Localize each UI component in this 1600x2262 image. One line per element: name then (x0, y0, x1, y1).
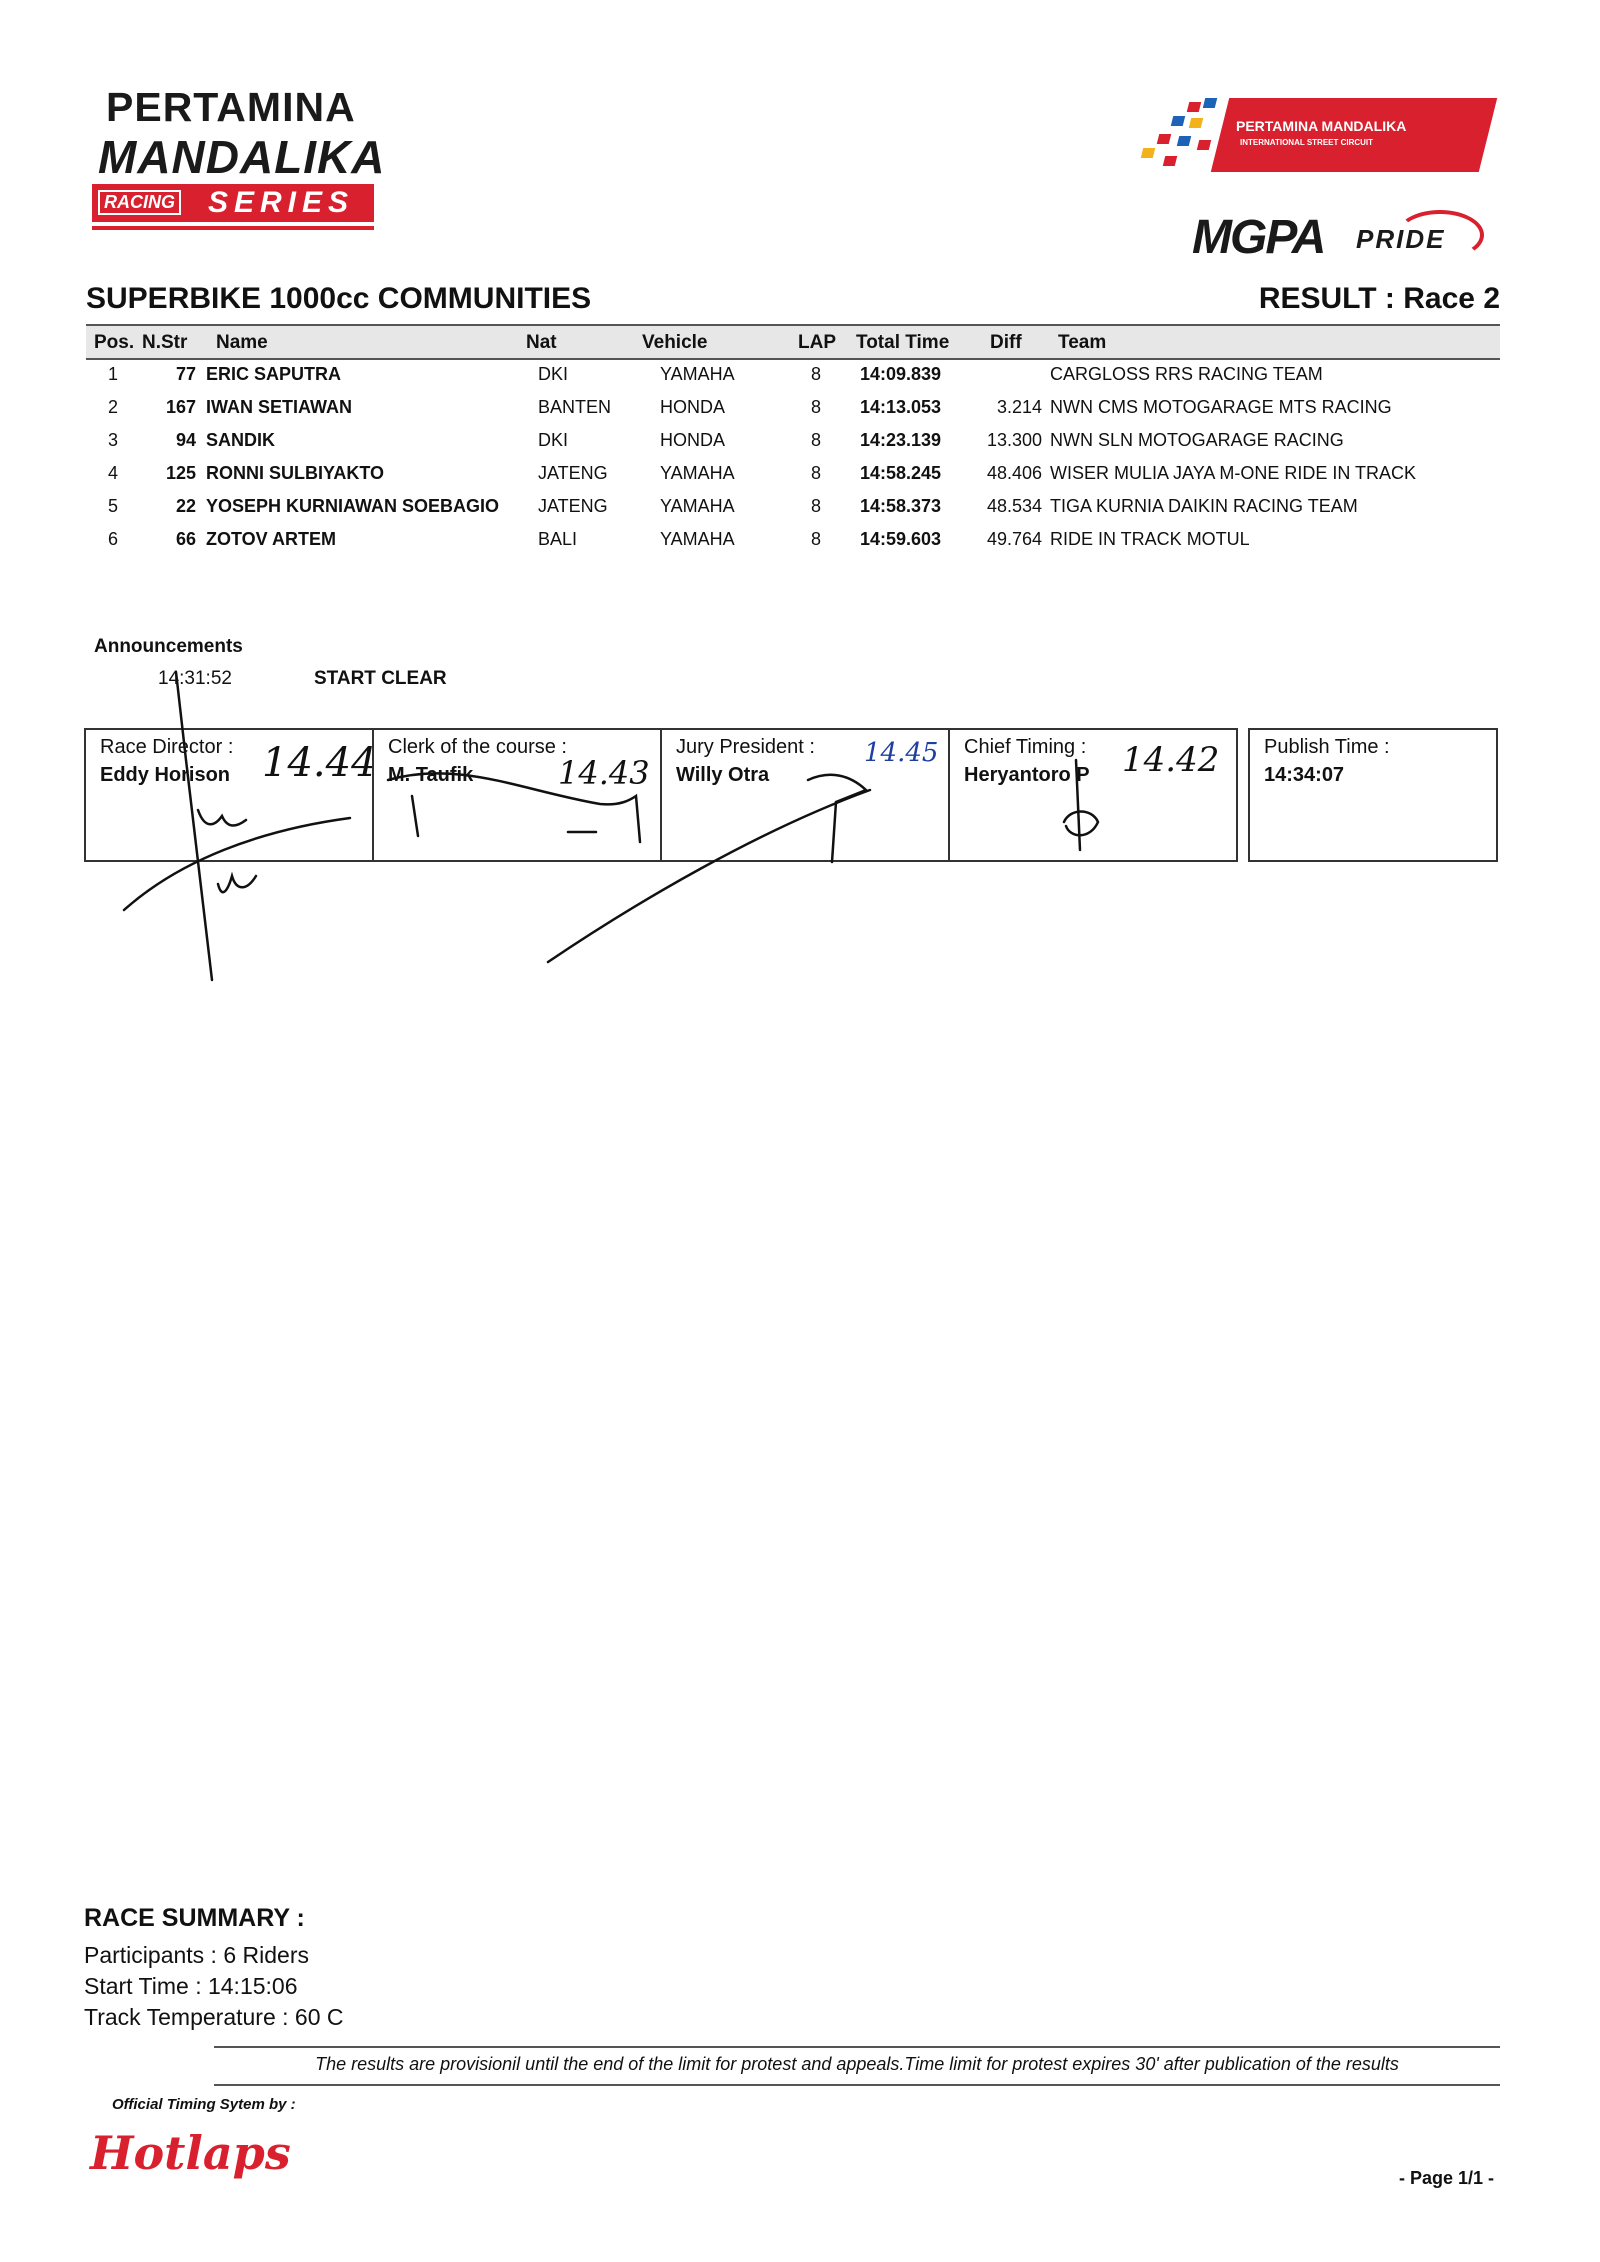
col-nat: Nat (526, 332, 557, 353)
row-diff: 13.300 (986, 430, 1042, 450)
hotlaps-logo: Hotlaps (90, 2126, 291, 2180)
mgpa-logo: MGPA (1192, 211, 1325, 264)
row-diff: 48.406 (986, 463, 1042, 483)
row-team: TIGA KURNIA DAIKIN RACING TEAM (1050, 496, 1358, 516)
race-director-label: Race Director : (100, 736, 234, 758)
row-vehicle: HONDA (660, 397, 726, 417)
row-lap: 8 (810, 496, 821, 516)
logo-series: SERIES (208, 186, 355, 219)
col-total-time: Total Time (856, 332, 950, 353)
start-time: Start Time : 14:15:06 (84, 1973, 298, 1999)
announcement-time: 14:31:52 (158, 668, 232, 689)
row-time: 14:59.603 (860, 529, 942, 549)
row-diff: 3.214 (996, 397, 1042, 417)
race-summary-title: RACE SUMMARY : (84, 1904, 305, 1932)
clerk-name: M. Taufik (388, 764, 474, 786)
row-time: 14:23.139 (860, 430, 942, 450)
row-name: ZOTOV ARTEM (206, 529, 336, 549)
footer-rule-bottom (214, 2084, 1500, 2086)
chief-timing-label: Chief Timing : (964, 736, 1087, 758)
row-diff: 49.764 (986, 529, 1042, 549)
announcement-text: START CLEAR (314, 668, 447, 689)
row-pos: 4 (108, 463, 119, 483)
row-nat: DKI (538, 430, 569, 450)
row-time: 14:09.839 (860, 364, 942, 384)
signatures-overlay (0, 0, 1600, 1000)
page-number: - Page 1/1 - (1398, 2168, 1494, 2188)
row-time: 14:58.373 (860, 496, 942, 516)
row-lap: 8 (810, 430, 821, 450)
row-time: 14:13.053 (860, 397, 942, 417)
row-number: 125 (165, 463, 196, 483)
row-number: 77 (175, 364, 196, 384)
row-nat: BANTEN (538, 397, 612, 417)
publish-time-label: Publish Time : (1264, 736, 1390, 758)
row-team: NWN SLN MOTOGARAGE RACING (1050, 430, 1344, 450)
jury-signature-stroke (548, 790, 870, 962)
clerk-label: Clerk of the course : (388, 736, 567, 758)
row-name: YOSEPH KURNIAWAN SOEBAGIO (206, 496, 500, 516)
pride-logo: PRIDE (1356, 224, 1446, 254)
clerk-handwritten-time: 14.43 (558, 754, 650, 792)
track-temperature: Track Temperature : 60 C (84, 2004, 344, 2030)
row-vehicle: HONDA (660, 430, 726, 450)
race-director-handwritten-time: 14.44 (262, 740, 377, 786)
col-lap: LAP (798, 332, 836, 353)
row-nat: JATENG (538, 496, 608, 516)
footer-rule-top (214, 2046, 1500, 2048)
row-lap: 8 (810, 463, 821, 483)
row-number: 66 (175, 529, 196, 549)
participants: Participants : 6 Riders (84, 1942, 309, 1968)
row-pos: 1 (108, 364, 119, 384)
col-team: Team (1058, 332, 1107, 353)
row-name: IWAN SETIAWAN (206, 397, 353, 417)
race-director-name: Eddy Horison (100, 764, 231, 786)
jury-president-label: Jury President : (676, 736, 815, 758)
row-pos: 6 (108, 529, 119, 549)
result-title: RESULT : Race 2 (1258, 282, 1500, 315)
jury-president-name: Willy Otra (676, 764, 770, 786)
clerk-signature-stroke (388, 773, 640, 842)
circuit-name: PERTAMINA MANDALIKA (1236, 118, 1407, 134)
row-nat: BALI (538, 529, 578, 549)
row-lap: 8 (810, 397, 821, 417)
col-vehicle: Vehicle (642, 332, 708, 353)
row-nat: DKI (538, 364, 569, 384)
logo-racing: RACING (98, 190, 181, 215)
publish-time-value: 14:34:07 (1264, 764, 1345, 786)
row-number: 167 (165, 397, 196, 417)
official-timing-label: Official Timing Sytem by : (112, 2096, 296, 2113)
col-diff: Diff (990, 332, 1022, 353)
race-director-signature-stroke (176, 672, 212, 980)
col-pos: Pos. (94, 332, 135, 353)
chief-timing-handwritten-time: 14.42 (1122, 740, 1220, 780)
row-diff: 48.534 (986, 496, 1042, 516)
row-nat: JATENG (538, 463, 608, 483)
row-name: RONNI SULBIYAKTO (206, 463, 385, 483)
row-vehicle: YAMAHA (660, 529, 735, 549)
row-name: ERIC SAPUTRA (206, 364, 342, 384)
logo-line2: MANDALIKA (98, 131, 386, 183)
row-vehicle: YAMAHA (660, 496, 735, 516)
row-name: SANDIK (206, 430, 276, 450)
row-pos: 2 (108, 397, 119, 417)
row-number: 94 (175, 430, 196, 450)
row-vehicle: YAMAHA (660, 364, 735, 384)
row-lap: 8 (810, 529, 821, 549)
chief-timing-name: Heryantoro P (964, 764, 1090, 786)
event-title: SUPERBIKE 1000cc COMMUNITIES (86, 282, 592, 315)
row-team: WISER MULIA JAYA M-ONE RIDE IN TRACK (1050, 463, 1417, 483)
row-number: 22 (175, 496, 196, 516)
row-time: 14:58.245 (860, 463, 942, 483)
row-pos: 3 (108, 430, 119, 450)
disclaimer: The results are provisionil until the end of the limit for protest and appeals.Time limit for protest expires 30' after publication of the results (315, 2054, 1399, 2074)
row-team: RIDE IN TRACK MOTUL (1050, 529, 1250, 549)
row-vehicle: YAMAHA (660, 463, 735, 483)
col-nstr: N.Str (142, 332, 188, 353)
row-team: CARGLOSS RRS RACING TEAM (1050, 364, 1323, 384)
jury-president-handwritten-time: 14.45 (864, 738, 939, 768)
announcements-title: Announcements (94, 636, 243, 657)
row-lap: 8 (810, 364, 821, 384)
logo-line1: PERTAMINA (106, 84, 356, 130)
row-pos: 5 (108, 496, 119, 516)
row-team: NWN CMS MOTOGARAGE MTS RACING (1050, 397, 1392, 417)
col-name: Name (216, 332, 268, 353)
circuit-subtitle: INTERNATIONAL STREET CIRCUIT (1240, 138, 1374, 147)
